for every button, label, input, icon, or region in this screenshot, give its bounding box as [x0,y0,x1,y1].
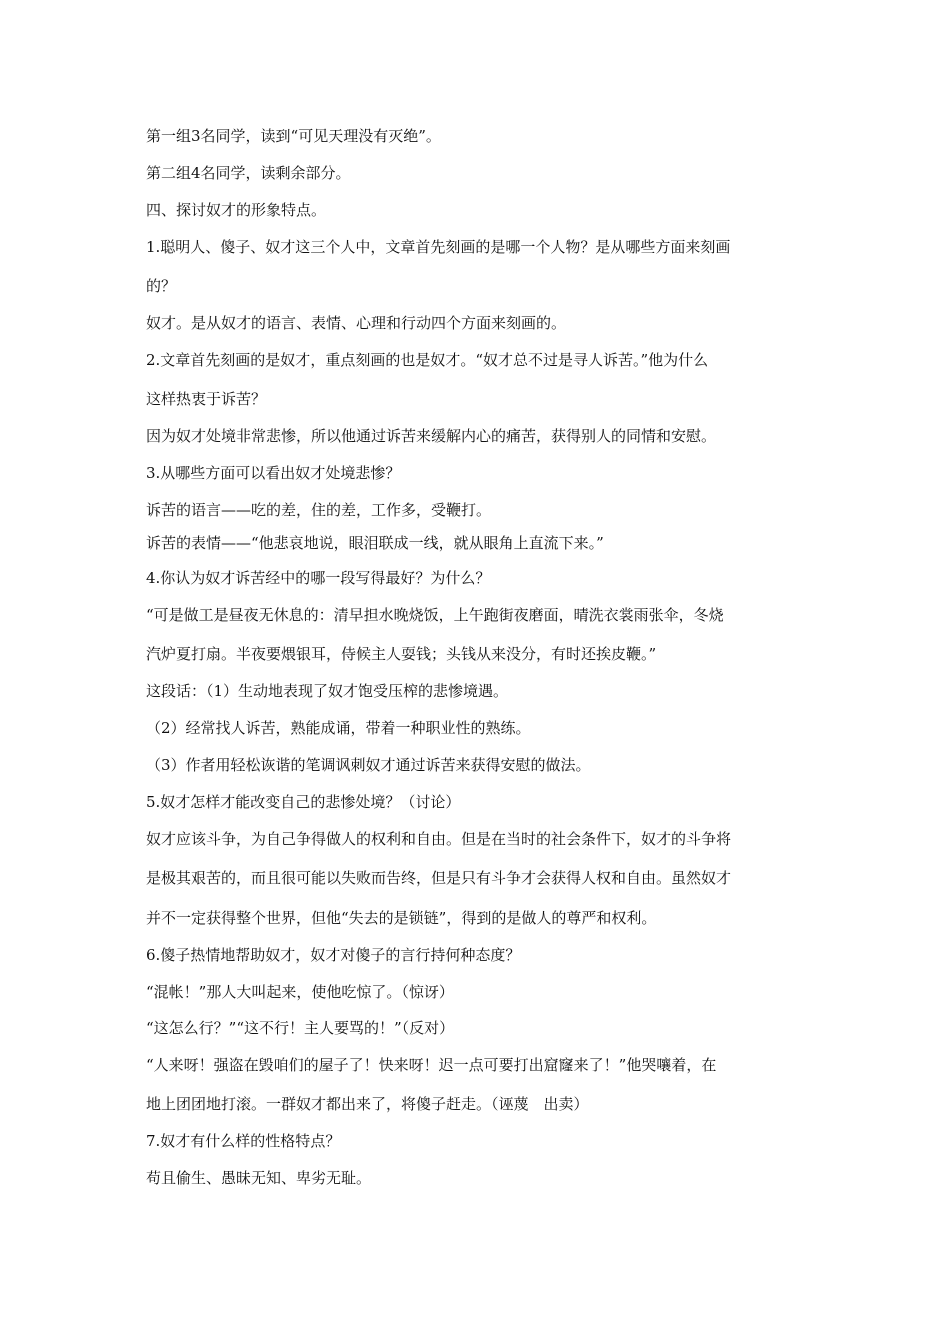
text-line-19: 5.奴才怎样才能改变自己的悲惨处境？（讨论） [146,793,461,811]
text-line-20: 奴才应该斗争，为自己争得做人的权利和自由。但是在当时的社会条件下，奴才的斗争将 [146,830,732,848]
text-line-26: “人来呀！强盗在毁咱们的屋子了！快来呀！迟一点可要打出窟窿来了！”他哭嚷着，在 [146,1056,717,1074]
text-line-9: 因为奴才处境非常悲惨，所以他通过诉苦来缓解内心的痛苦，获得别人的同情和安慰。 [146,427,717,445]
text-line-29: 苟且偷生、愚昧无知、卑劣无耻。 [146,1169,372,1187]
text-line-6: 奴才。是从奴才的语言、表情、心理和行动四个方面来刻画的。 [146,314,567,332]
text-line-7: 2.文章首先刻画的是奴才，重点刻画的也是奴才。“奴才总不过是寻人诉苦。”他为什么 [146,351,709,369]
text-line-22: 并不一定获得整个世界，但他“失去的是锁链”，得到的是做人的尊严和权利。 [146,909,657,927]
text-line-23: 6.傻子热情地帮助奴才，奴才对傻子的言行持何种态度？ [146,946,521,964]
text-line-5: 的？ [146,277,177,295]
text-line-11: 诉苦的语言——吃的差，住的差，工作多，受鞭打。 [146,501,492,519]
text-line-17: （2）经常找人诉苦，熟能成诵，带着一种职业性的熟练。 [146,719,531,737]
text-line-2: 第二组4名同学，读剩余部分。 [146,164,351,182]
text-line-12: 诉苦的表情——“他悲哀地说，眼泪联成一线，就从眼角上直流下来。” [146,534,604,552]
text-line-28: 7.奴才有什么样的性格特点？ [146,1132,341,1150]
text-line-10: 3.从哪些方面可以看出奴才处境悲惨？ [146,464,401,482]
text-line-4: 1.聪明人、傻子、奴才这三个人中，文章首先刻画的是哪一个人物？是从哪些方面来刻画 [146,238,731,256]
text-line-25: “这怎么行？”“这不行！主人要骂的！”（反对） [146,1019,455,1037]
text-line-24: “混帐！”那人大叫起来，使他吃惊了。（惊讶） [146,983,454,1001]
text-line-13: 4.你认为奴才诉苦经中的哪一段写得最好？为什么？ [146,569,491,587]
text-line-14: “可是做工是昼夜无休息的：清早担水晚烧饭，上午跑街夜磨面，晴洗衣裳雨张伞，冬烧 [146,606,724,624]
text-line-27: 地上团团地打滚。一群奴才都出来了，将傻子赶走。（诬蔑 出卖） [146,1095,589,1113]
text-line-1: 第一组3名同学，读到“可见天理没有灭绝”。 [146,127,441,145]
text-line-3: 四、探讨奴才的形象特点。 [146,201,327,219]
text-line-18: （3）作者用轻松诙谐的笔调讽刺奴才通过诉苦来获得安慰的做法。 [146,756,591,774]
text-line-8: 这样热衷于诉苦？ [146,390,267,408]
text-line-16: 这段话：（1）生动地表现了奴才饱受压榨的悲惨境遇。 [146,682,509,700]
text-line-15: 汽炉夏打扇。半夜要煨银耳，侍候主人耍钱；头钱从来没分，有时还挨皮鞭。” [146,645,657,663]
text-line-21: 是极其艰苦的，而且很可能以失败而告终，但是只有斗争才会获得人权和自由。虽然奴才 [146,869,732,887]
